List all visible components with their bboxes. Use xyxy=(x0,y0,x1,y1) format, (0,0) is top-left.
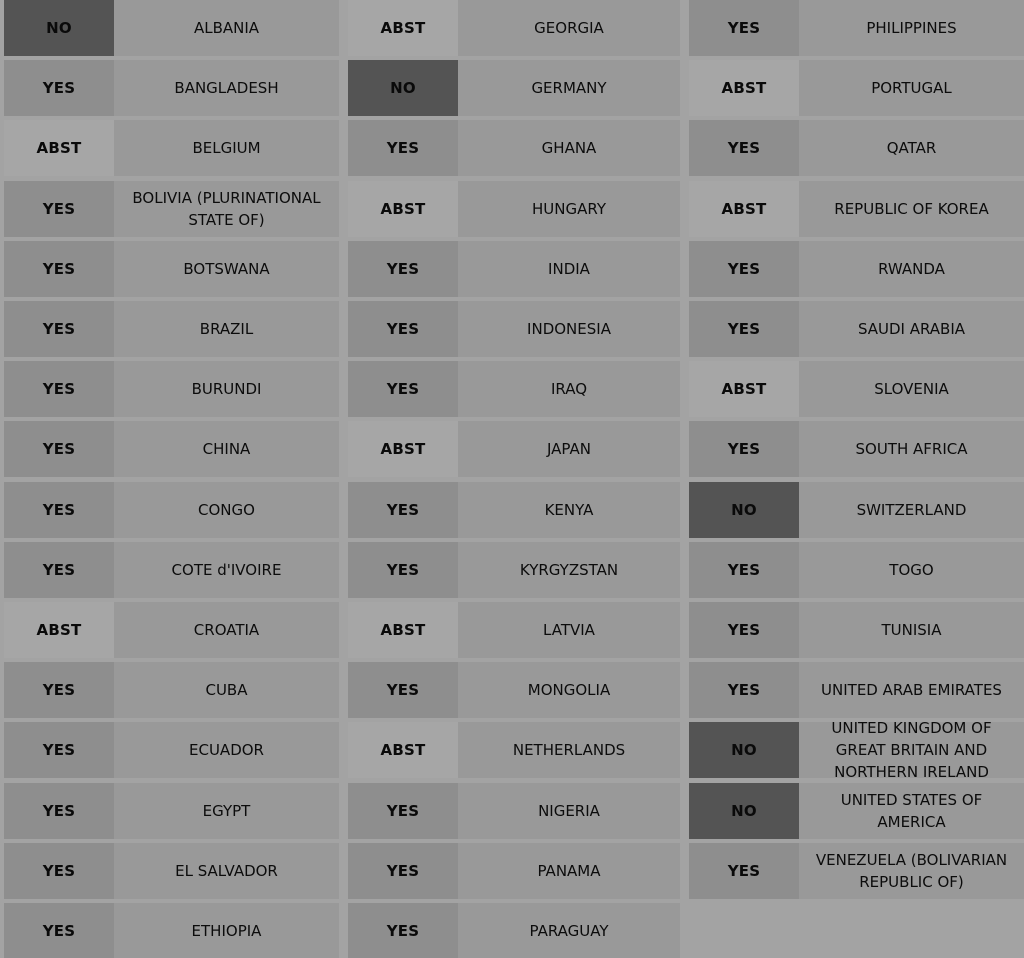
vote-badge: YES xyxy=(4,421,114,477)
vote-row xyxy=(348,662,680,718)
vote-row xyxy=(689,843,1024,899)
vote-badge: YES xyxy=(4,181,114,237)
country-label: BOTSWANA xyxy=(183,260,270,278)
vote-row xyxy=(348,602,680,658)
country-name xyxy=(799,0,1024,56)
country-label: GERMANY xyxy=(531,79,607,97)
vote-row xyxy=(689,361,1024,417)
vote-row xyxy=(348,60,680,116)
vote-badge: ABST xyxy=(689,60,799,116)
country-name xyxy=(458,0,680,56)
country-name xyxy=(114,843,339,899)
country-name xyxy=(114,662,339,718)
vote-row xyxy=(348,903,680,958)
vote-row xyxy=(4,843,339,899)
vote-badge: ABST xyxy=(348,0,458,56)
country-label: TUNISIA xyxy=(881,621,942,639)
vote-row xyxy=(348,0,680,56)
vote-badge: YES xyxy=(4,361,114,417)
country-name xyxy=(799,783,1024,839)
vote-badge: ABST xyxy=(689,181,799,237)
country-name xyxy=(458,722,680,778)
vote-badge: ABST xyxy=(4,120,114,176)
country-name xyxy=(458,602,680,658)
vote-row xyxy=(348,843,680,899)
country-label: GHANA xyxy=(541,139,597,157)
vote-row xyxy=(689,301,1024,357)
vote-row xyxy=(4,60,339,116)
vote-badge: YES xyxy=(4,301,114,357)
country-name xyxy=(114,903,339,958)
vote-row xyxy=(4,361,339,417)
vote-row xyxy=(689,783,1024,839)
country-name xyxy=(458,421,680,477)
vote-badge: YES xyxy=(4,60,114,116)
country-name xyxy=(458,361,680,417)
vote-badge: YES xyxy=(348,482,458,538)
country-label: BOLIVIA (PLURINATIONAL STATE OF) xyxy=(132,189,321,229)
country-label: SAUDI ARABIA xyxy=(857,320,966,338)
country-name xyxy=(114,421,339,477)
vote-badge: YES xyxy=(348,301,458,357)
country-label: BANGLADESH xyxy=(174,79,279,97)
vote-badge: ABST xyxy=(4,602,114,658)
vote-row xyxy=(348,181,680,237)
vote-row xyxy=(4,542,339,598)
country-label: COTE d'IVOIRE xyxy=(171,561,282,579)
country-label: INDONESIA xyxy=(527,320,611,338)
country-name xyxy=(799,662,1024,718)
vote-badge: NO xyxy=(4,0,114,56)
vote-badge: YES xyxy=(4,241,114,297)
country-name xyxy=(799,120,1024,176)
country-label: MONGOLIA xyxy=(527,681,611,699)
vote-badge: YES xyxy=(4,783,114,839)
country-label: SWITZERLAND xyxy=(856,501,967,519)
country-label: PHILIPPINES xyxy=(866,19,957,37)
country-label: GEORGIA xyxy=(534,19,604,37)
vote-row xyxy=(348,482,680,538)
country-label: KENYA xyxy=(544,501,594,519)
country-name xyxy=(799,241,1024,297)
vote-row xyxy=(348,783,680,839)
vote-row xyxy=(689,722,1024,778)
vote-badge: ABST xyxy=(348,602,458,658)
vote-badge: NO xyxy=(689,482,799,538)
vote-row xyxy=(348,722,680,778)
country-name xyxy=(114,0,339,56)
vote-badge: YES xyxy=(348,120,458,176)
vote-badge: NO xyxy=(689,722,799,778)
vote-row xyxy=(4,0,339,56)
country-name xyxy=(458,60,680,116)
vote-row xyxy=(689,181,1024,237)
vote-badge: YES xyxy=(689,843,799,899)
country-label: BURUNDI xyxy=(191,380,262,398)
country-name xyxy=(458,181,680,237)
country-label: NETHERLANDS xyxy=(512,741,626,759)
country-name xyxy=(458,482,680,538)
country-name xyxy=(458,662,680,718)
country-name xyxy=(799,301,1024,357)
vote-badge: YES xyxy=(4,722,114,778)
country-label: ETHIOPIA xyxy=(191,922,262,940)
country-name xyxy=(458,783,680,839)
vote-row xyxy=(4,783,339,839)
country-label: UNITED KINGDOM OF GREAT BRITAIN AND NORTHERN IRELAND xyxy=(831,722,992,778)
vote-badge: YES xyxy=(4,542,114,598)
country-label: RWANDA xyxy=(878,260,945,278)
country-name xyxy=(114,120,339,176)
country-label: PORTUGAL xyxy=(871,79,952,97)
country-label: UNITED ARAB EMIRATES xyxy=(821,681,1002,699)
country-label: CUBA xyxy=(205,681,248,699)
country-label: ECUADOR xyxy=(189,741,264,759)
vote-row xyxy=(4,301,339,357)
vote-badge: YES xyxy=(4,662,114,718)
country-name xyxy=(458,120,680,176)
vote-badge: YES xyxy=(4,903,114,958)
country-label: HUNGARY xyxy=(532,200,606,218)
country-label: CROATIA xyxy=(193,621,260,639)
country-name xyxy=(458,542,680,598)
country-name xyxy=(114,181,339,237)
vote-badge: YES xyxy=(348,542,458,598)
country-name xyxy=(799,181,1024,237)
vote-badge: NO xyxy=(348,60,458,116)
country-name xyxy=(458,301,680,357)
country-name xyxy=(114,783,339,839)
country-label: BELGIUM xyxy=(192,139,261,157)
country-name xyxy=(114,361,339,417)
country-label: SOUTH AFRICA xyxy=(855,440,968,458)
vote-row xyxy=(4,421,339,477)
country-label: PANAMA xyxy=(537,862,601,880)
country-name xyxy=(114,602,339,658)
vote-row xyxy=(689,602,1024,658)
vote-row xyxy=(4,120,339,176)
vote-row xyxy=(689,421,1024,477)
country-name xyxy=(114,301,339,357)
country-label: KYRGYZSTAN xyxy=(519,561,619,579)
country-label: QATAR xyxy=(886,139,937,157)
country-label: JAPAN xyxy=(547,440,591,458)
country-name xyxy=(458,903,680,958)
country-name xyxy=(799,482,1024,538)
country-label: IRAQ xyxy=(550,380,588,398)
vote-row xyxy=(689,482,1024,538)
country-label: CHINA xyxy=(202,440,251,458)
country-label: CONGO xyxy=(198,501,255,519)
country-name xyxy=(799,602,1024,658)
country-label: REPUBLIC OF KOREA xyxy=(834,200,989,218)
vote-row xyxy=(4,241,339,297)
vote-badge: YES xyxy=(348,241,458,297)
country-label: NIGERIA xyxy=(538,802,600,820)
country-label: EGYPT xyxy=(202,802,251,820)
country-name xyxy=(799,421,1024,477)
vote-badge: ABST xyxy=(348,181,458,237)
vote-badge: YES xyxy=(689,0,799,56)
vote-row xyxy=(4,722,339,778)
country-name xyxy=(799,722,1024,778)
vote-row xyxy=(348,120,680,176)
country-label: PARAGUAY xyxy=(529,922,609,940)
country-name xyxy=(799,843,1024,899)
country-name xyxy=(114,482,339,538)
vote-row xyxy=(689,662,1024,718)
country-name xyxy=(799,60,1024,116)
vote-row xyxy=(4,602,339,658)
vote-row xyxy=(4,662,339,718)
country-label: SLOVENIA xyxy=(874,380,949,398)
vote-row xyxy=(689,120,1024,176)
vote-row xyxy=(348,241,680,297)
vote-badge: YES xyxy=(348,783,458,839)
vote-row xyxy=(348,421,680,477)
vote-row xyxy=(689,542,1024,598)
country-name xyxy=(114,60,339,116)
vote-badge: ABST xyxy=(689,361,799,417)
vote-badge: YES xyxy=(348,662,458,718)
country-name xyxy=(114,722,339,778)
country-name xyxy=(114,241,339,297)
vote-badge: ABST xyxy=(348,722,458,778)
country-name xyxy=(458,241,680,297)
country-name xyxy=(458,843,680,899)
vote-badge: ABST xyxy=(348,421,458,477)
country-name xyxy=(799,542,1024,598)
country-label: INDIA xyxy=(548,260,590,278)
vote-badge: YES xyxy=(689,120,799,176)
vote-row xyxy=(348,542,680,598)
country-label: TOGO xyxy=(889,561,934,579)
vote-badge: YES xyxy=(348,361,458,417)
vote-row xyxy=(689,241,1024,297)
country-name xyxy=(799,361,1024,417)
vote-row xyxy=(689,0,1024,56)
vote-row xyxy=(4,482,339,538)
vote-badge: YES xyxy=(4,482,114,538)
vote-badge: YES xyxy=(348,843,458,899)
vote-badge: NO xyxy=(689,783,799,839)
vote-badge: YES xyxy=(689,542,799,598)
vote-badge: YES xyxy=(689,241,799,297)
vote-badge: YES xyxy=(689,602,799,658)
country-label: EL SALVADOR xyxy=(175,862,278,880)
vote-badge: YES xyxy=(4,843,114,899)
vote-badge: YES xyxy=(689,421,799,477)
country-label: LATVIA xyxy=(543,621,595,639)
vote-badge: YES xyxy=(689,301,799,357)
country-label: UNITED STATES OF AMERICA xyxy=(840,791,983,831)
country-label: VENEZUELA (BOLIVARIAN REPUBLIC OF) xyxy=(815,851,1008,891)
country-label: BRAZIL xyxy=(199,320,254,338)
country-label: ALBANIA xyxy=(193,19,260,37)
vote-row xyxy=(348,361,680,417)
vote-row xyxy=(4,181,339,237)
vote-row xyxy=(4,903,339,958)
vote-row xyxy=(348,301,680,357)
vote-row xyxy=(689,60,1024,116)
vote-badge: YES xyxy=(348,903,458,958)
vote-badge: YES xyxy=(689,662,799,718)
country-name xyxy=(114,542,339,598)
